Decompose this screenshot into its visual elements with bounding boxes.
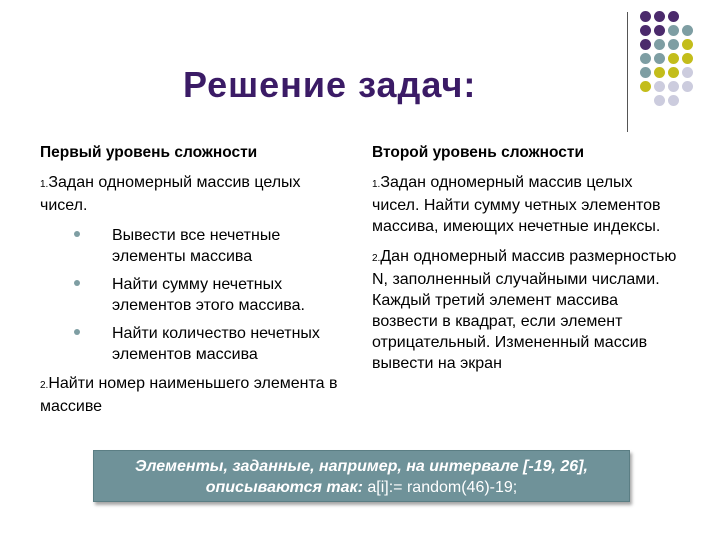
decor-dot [640, 53, 651, 64]
decor-dot [668, 25, 679, 36]
left-task-1 [40, 172, 350, 216]
decor-dot [640, 39, 651, 50]
decor-dot [682, 53, 693, 64]
note-code: a[i]:= random(46)-19; [367, 479, 518, 496]
left-task-2 [40, 373, 350, 417]
task-text: Дан одномерный массив размерностью N, заполненный случайными числами. Каждый третий элемент массива возвести в квадрат, если элемент отрицательный. Измененный массив вывести на экран [372, 248, 677, 372]
decor-dot [654, 53, 665, 64]
right-task-1 [372, 172, 682, 237]
list-item-text: Вывести все нечетные элементы массива [112, 227, 281, 265]
task-text: Задан одномерный массив целых чисел. [40, 174, 301, 214]
decor-dot [654, 95, 665, 106]
decor-dot [682, 81, 693, 92]
decor-dot [640, 67, 651, 78]
decor-dot [640, 25, 651, 36]
decor-dot [668, 11, 679, 22]
task-number: 1. [372, 179, 381, 190]
decor-dot [668, 53, 679, 64]
bullet-dot-icon [74, 280, 80, 286]
note-line-1: Элементы, заданные, например, на интервале [-19, 26], [135, 458, 588, 475]
task-number: 1. [40, 179, 49, 190]
note-line-2 [94, 477, 629, 498]
list-item [112, 225, 350, 267]
list-item [112, 274, 350, 316]
decor-dot [654, 25, 665, 36]
decorative-dot-grid [640, 11, 712, 121]
decor-dot [668, 95, 679, 106]
decor-dot [668, 67, 679, 78]
decor-dot [654, 67, 665, 78]
decor-dot [654, 11, 665, 22]
bullet-dot-icon [74, 329, 80, 335]
bullet-dot-icon [74, 231, 80, 237]
decor-dot [640, 11, 651, 22]
task-text: Найти номер наименьшего элемента в массиве [40, 375, 338, 415]
decor-dot [682, 39, 693, 50]
note-emphasis: описываются так: [205, 479, 363, 496]
decor-dot [668, 81, 679, 92]
decorative-vertical-line [627, 12, 628, 132]
left-column-heading: Первый уровень сложности [40, 144, 258, 161]
decor-dot [682, 67, 693, 78]
decor-dot [654, 39, 665, 50]
right-column [372, 142, 682, 383]
decor-dot [682, 25, 693, 36]
note-box [93, 450, 630, 502]
task-number: 2. [40, 380, 49, 391]
decor-dot [668, 39, 679, 50]
left-column [40, 142, 350, 426]
list-item-text: Найти сумму нечетных элементов этого массива. [112, 276, 305, 314]
right-column-heading: Второй уровень сложности [372, 144, 584, 161]
list-item [112, 323, 350, 365]
task-text: Задан одномерный массив целых чисел. Найти сумму четных элементов массива, имеющих нечетные индексы. [372, 174, 661, 235]
task-number: 2. [372, 253, 381, 264]
decor-dot [640, 81, 651, 92]
decor-dot [654, 81, 665, 92]
right-task-2 [372, 246, 682, 374]
slide-title: Решение задач: [183, 64, 477, 105]
left-bullet-list [112, 225, 350, 365]
list-item-text: Найти количество нечетных элементов массива [112, 325, 320, 363]
